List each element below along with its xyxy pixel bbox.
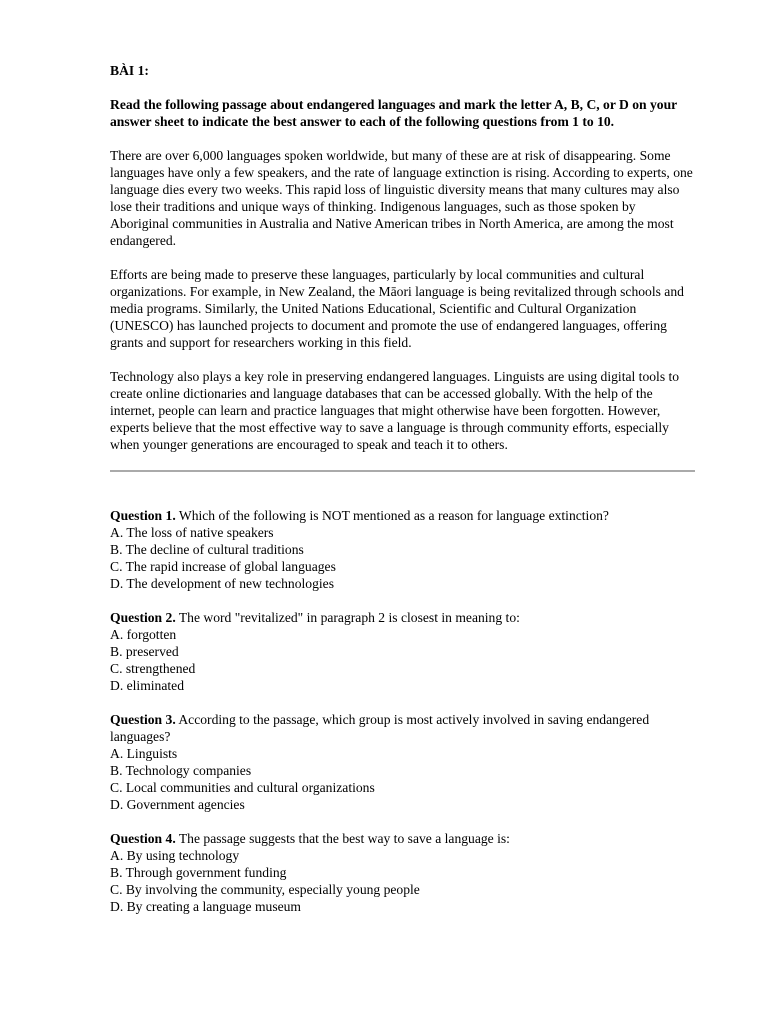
exercise-heading: BÀI 1: [110, 63, 149, 78]
answer-option-b: B. Technology companies [110, 763, 252, 778]
answer-option-b: B. The decline of cultural traditions [110, 542, 304, 557]
question-number: Question 3. [110, 712, 176, 727]
question-stem [110, 830, 695, 847]
question-2 [110, 609, 695, 694]
question-number: Question 1. [110, 508, 176, 523]
question-stem [110, 507, 695, 524]
answer-option-c: C. Local communities and cultural organizations [110, 780, 375, 795]
answer-option-d: D. Government agencies [110, 797, 245, 812]
passage-paragraph-1: There are over 6,000 languages spoken worldwide, but many of these are at risk of disappearing. Some languages have only a few speakers, and the rate of language extinction is rising. According to experts, one language dies every two weeks. This rapid loss of linguistic diversity means that many cultures may also lose their traditions and unique ways of thinking. Indigenous languages, such as those spoken by Aboriginal communities in Australia and Native American tribes in North America, are among the most endangered. [110, 148, 693, 248]
answer-option-c: C. strengthened [110, 661, 196, 676]
answer-option-a: A. Linguists [110, 746, 178, 761]
question-text: The passage suggests that the best way to save a language is: [175, 831, 510, 846]
question-text: Which of the following is NOT mentioned as a reason for language extinction? [175, 508, 609, 523]
question-text: According to the passage, which group is most actively involved in saving endangered languages? [110, 712, 650, 744]
answer-option-a: A. forgotten [110, 627, 177, 642]
answer-option-d: D. eliminated [110, 678, 184, 693]
document-page [110, 62, 695, 932]
answer-option-a: A. The loss of native speakers [110, 525, 274, 540]
reading-passage [110, 147, 695, 453]
passage-paragraph-3: Technology also plays a key role in preserving endangered languages. Linguists are using digital tools to create online dictionaries and language databases that can be accessed globally. With the help of the internet, people can learn and practice languages that might otherwise have been forgotten. However, experts believe that the most effective way to save a language is through community efforts, especially when younger generations are encouraged to speak and teach it to others. [110, 369, 680, 452]
answer-option-d: D. The development of new technologies [110, 576, 334, 591]
answer-option-c: C. By involving the community, especially young people [110, 882, 420, 897]
answer-option-a: A. By using technology [110, 848, 240, 863]
answer-option-c: C. The rapid increase of global languages [110, 559, 336, 574]
passage-paragraph-2: Efforts are being made to preserve these languages, particularly by local communities and cultural organizations. For example, in New Zealand, the Māori language is being revitalized through schools and media programs. Similarly, the United Nations Educational, Scientific and Cultural Organization (UNESCO) has launched projects to document and promote the use of endangered languages, offering grants and support for researchers working in this field. [110, 267, 684, 350]
question-number: Question 2. [110, 610, 176, 625]
question-3 [110, 711, 695, 813]
question-text: The word "revitalized" in paragraph 2 is closest in meaning to: [175, 610, 520, 625]
question-number: Question 4. [110, 831, 176, 846]
answer-option-d: D. By creating a language museum [110, 899, 302, 914]
answer-option-b: B. Through government funding [110, 865, 287, 880]
question-4 [110, 830, 695, 915]
exercise-instructions: Read the following passage about endangered languages and mark the letter A, B, C, or D on your answer sheet to indicate the best answer to each of the following questions from 1 to 10. [110, 97, 677, 129]
section-divider [110, 470, 695, 472]
question-list [110, 507, 695, 915]
answer-option-b: B. preserved [110, 644, 179, 659]
question-1 [110, 507, 695, 592]
question-stem [110, 711, 695, 745]
question-stem [110, 609, 695, 626]
